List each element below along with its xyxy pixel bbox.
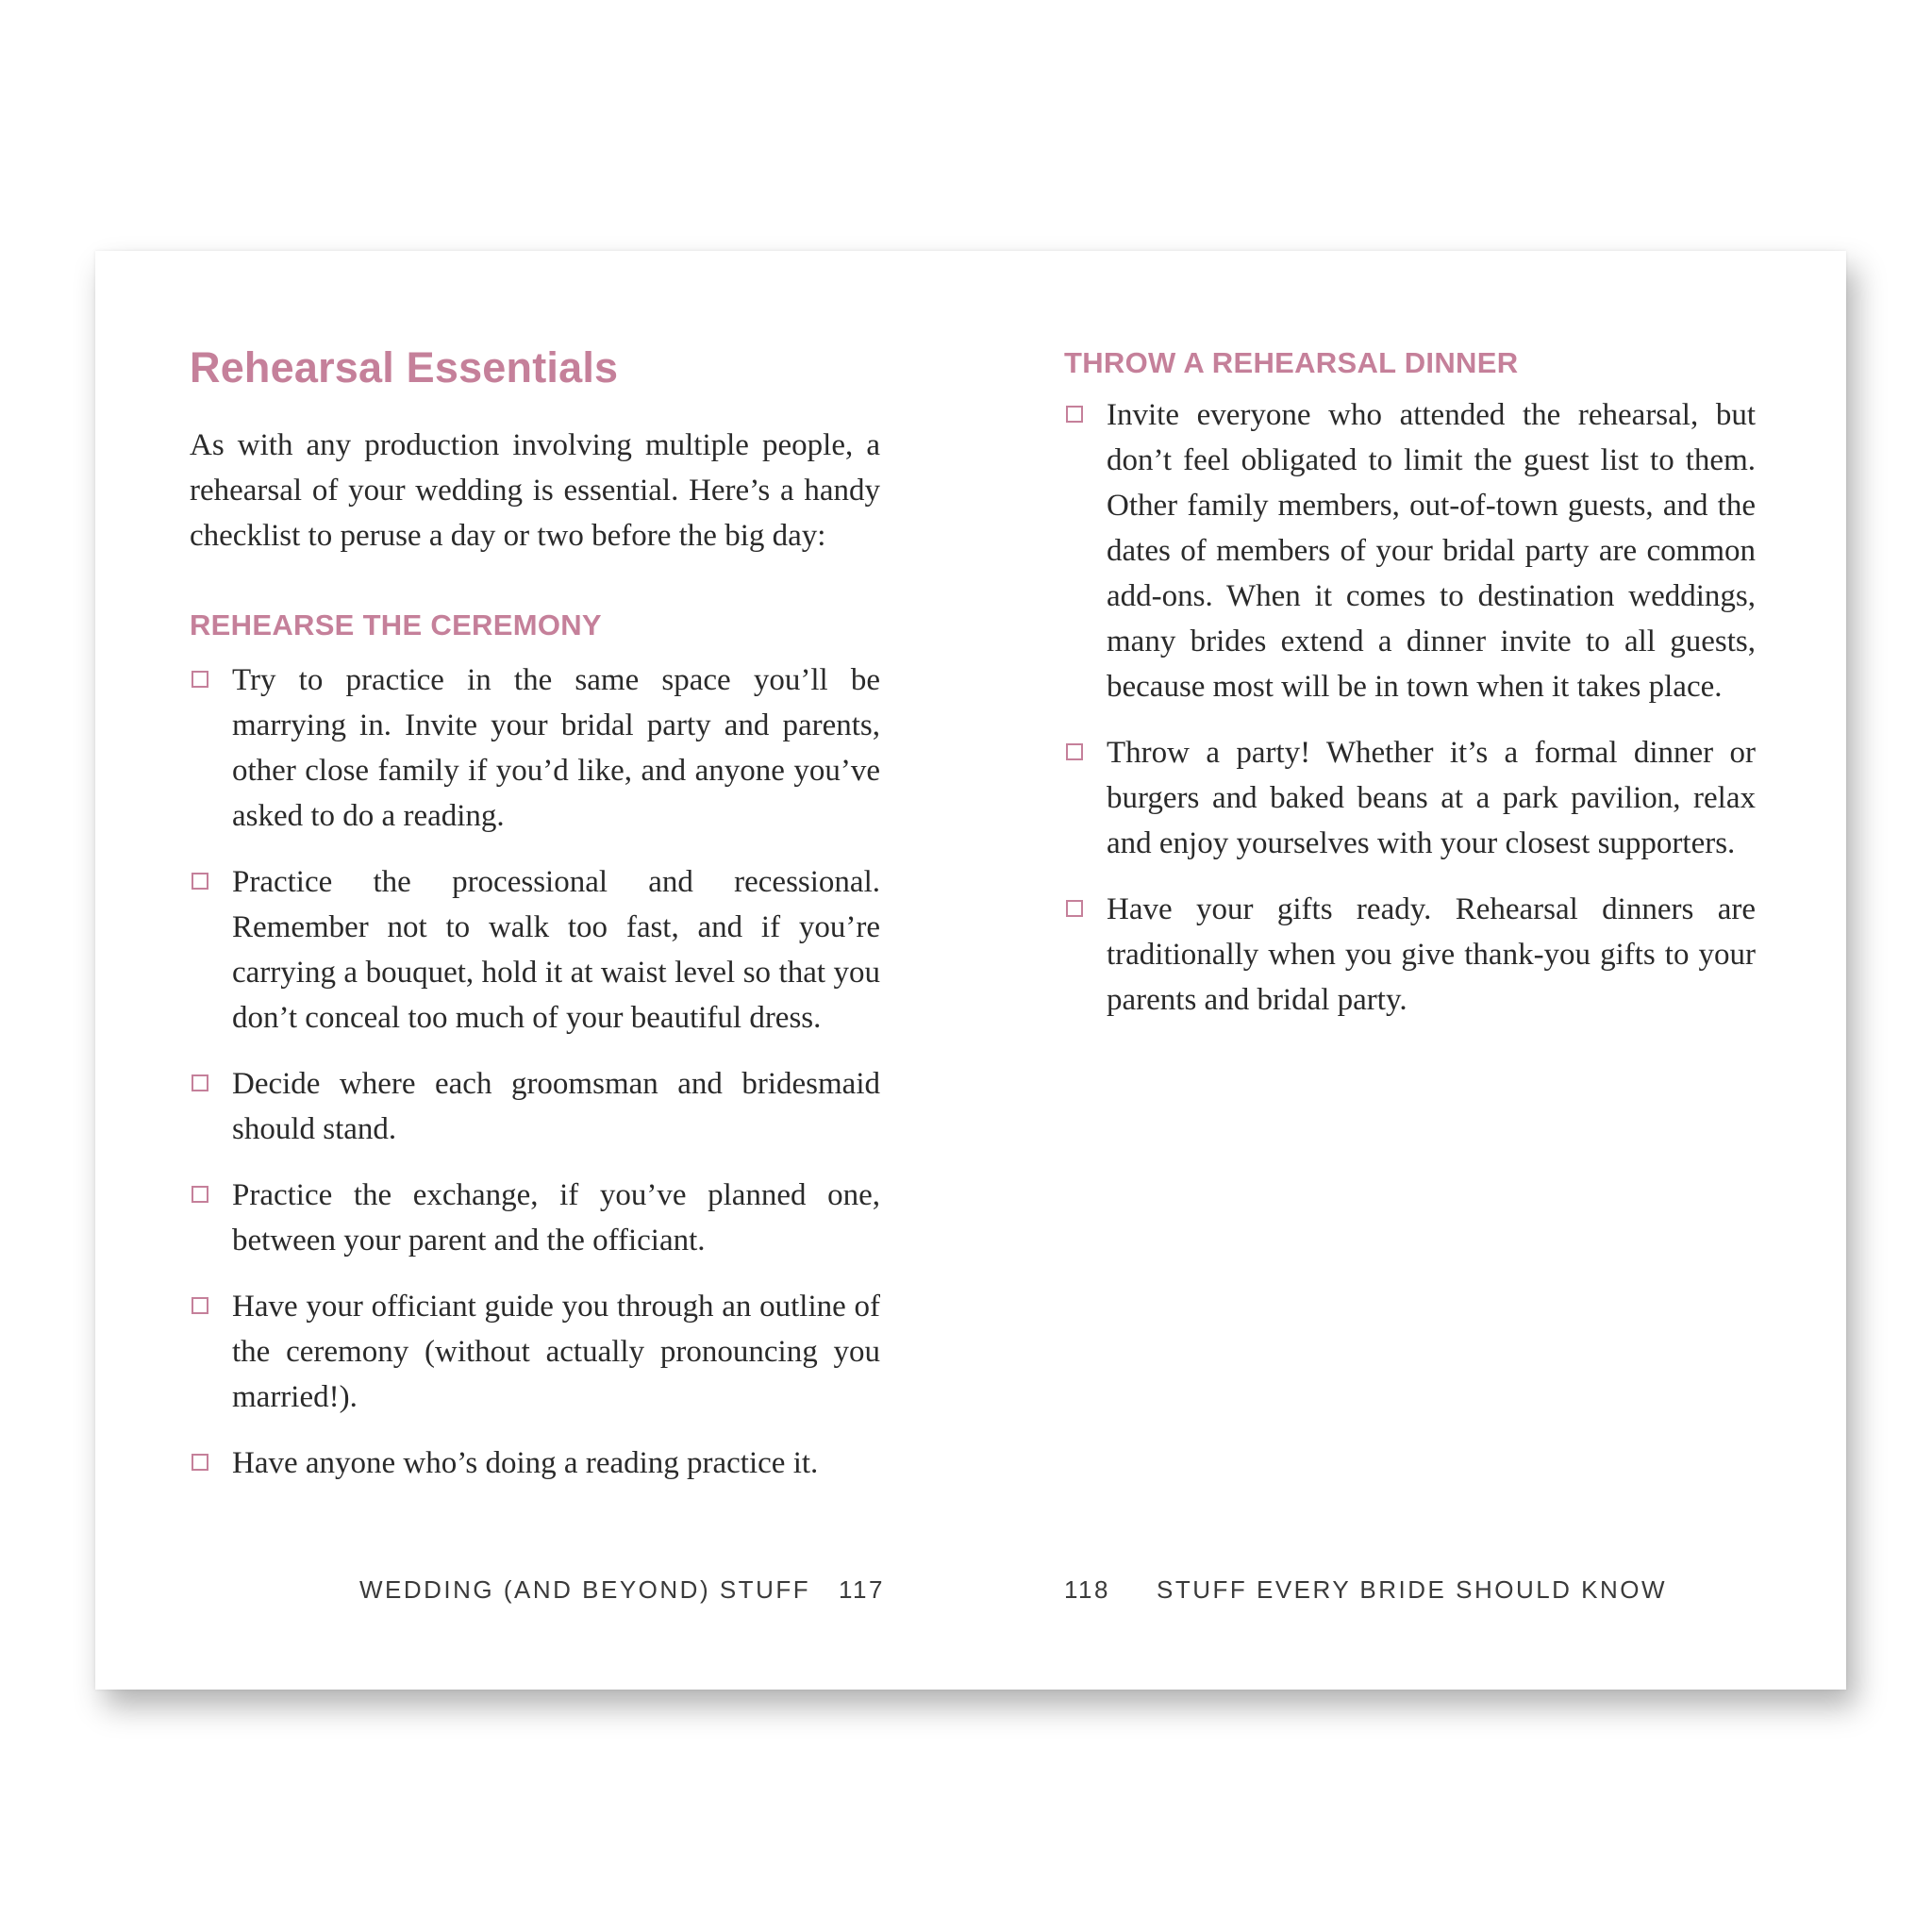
checkbox-icon[interactable] <box>192 873 208 890</box>
checkbox-icon[interactable] <box>192 671 208 688</box>
checkbox-icon[interactable] <box>192 1186 208 1203</box>
checklist-item <box>190 658 880 839</box>
book-spread <box>95 251 1846 1690</box>
left-page <box>95 251 971 1690</box>
page-number-right: 118 <box>1064 1575 1110 1604</box>
checklist-item-text: Practice the exchange, if you’ve planned one, between your parent and the officiant. <box>232 1178 880 1257</box>
checklist-item-text: Practice the processional and recessional. Remember not to walk too fast, and if you’re carrying a bouquet, hold it at waist level so that you don’t conceal too much of your beautiful dress. <box>232 865 880 1035</box>
checklist-item-text: Try to practice in the same space you’ll be marrying in. Invite your bridal party and parents, other close family if you’d like, and anyone you’ve asked to do a reading. <box>232 663 880 833</box>
section-heading-rehearsal-dinner: THROW A REHEARSAL DINNER <box>1064 346 1519 379</box>
section-heading-rehearse-ceremony: REHEARSE THE CEREMONY <box>190 608 602 641</box>
checklist-item-text: Decide where each groomsman and bridesmaid should stand. <box>232 1067 880 1146</box>
running-footer-left: WEDDING (AND BEYOND) STUFF <box>359 1575 811 1604</box>
right-page <box>971 251 1846 1690</box>
checklist-item <box>1064 887 1756 1023</box>
checklist-item-text: Have anyone who’s doing a reading practice it. <box>232 1446 819 1480</box>
checkbox-icon[interactable] <box>1066 900 1083 917</box>
checklist-item-text: Have your gifts ready. Rehearsal dinners are traditionally when you give thank-you gifts to your parents and bridal party. <box>1107 892 1756 1017</box>
page-title: Rehearsal Essentials <box>190 343 619 391</box>
running-footer-right: STUFF EVERY BRIDE SHOULD KNOW <box>1157 1575 1668 1604</box>
checklist-item-text: Have your officiant guide you through an outline of the ceremony (without actually pronouncing you married!). <box>232 1290 880 1414</box>
checklist-item-text: Invite everyone who attended the rehearsal, but don’t feel obligated to limit the guest list to them. Other family members, out-of-town guests, and the dates of members of your bridal party are common add-ons. When it comes to destination weddings, many brides extend a dinner invite to all guests, because most will be in town when it takes place. <box>1107 398 1756 704</box>
checklist-item <box>1064 392 1756 709</box>
checklist-item-text: Throw a party! Whether it’s a formal dinner or burgers and baked beans at a park pavilion, relax and enjoy yourselves with your closest supporters. <box>1107 736 1756 860</box>
dinner-checklist <box>1064 392 1756 1043</box>
checklist-item <box>190 1284 880 1420</box>
checklist-item <box>190 859 880 1041</box>
checkbox-icon[interactable] <box>1066 743 1083 760</box>
page-number-left: 117 <box>839 1575 885 1604</box>
checkbox-icon[interactable] <box>192 1297 208 1314</box>
checklist-item <box>190 1173 880 1263</box>
intro-paragraph: As with any production involving multiple people, a rehearsal of your wedding is essential. Here’s a handy checklist to peruse a day or two before the big day: <box>190 428 880 553</box>
checkbox-icon[interactable] <box>1066 406 1083 423</box>
checkbox-icon[interactable] <box>192 1074 208 1091</box>
checkbox-icon[interactable] <box>192 1454 208 1471</box>
checklist-item <box>190 1441 880 1486</box>
checklist-item <box>1064 730 1756 866</box>
checklist-item <box>190 1061 880 1152</box>
ceremony-checklist <box>190 658 880 1507</box>
